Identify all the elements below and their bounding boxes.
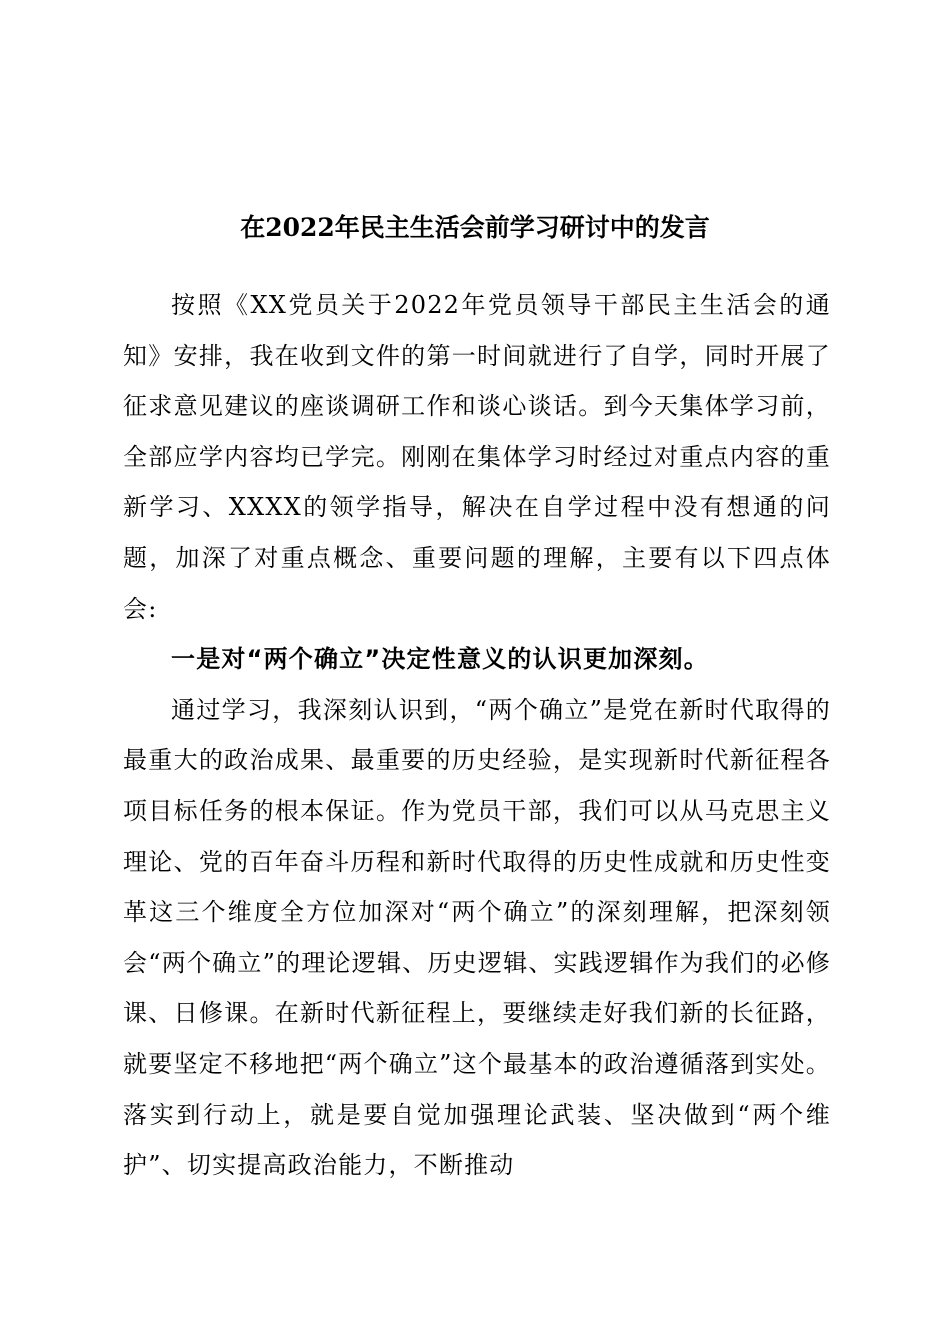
document-body [123,280,831,1191]
section-heading-1: 一是对“两个确立”决定性意义的认识更加深刻。 [171,645,709,674]
paragraph-section-1: 通过学习，我深刻认识到，“两个确立”是党在新时代取得的最重大的政治成果、最重要的历史经验，是实现新时代新征程各项目标任务的根本保证。作为党员干部，我们可以从马克思主义理论、党的百年奋斗历程和新时代取得的历史性成就和历史性变革这三个维度全方位加深对“两个确立”的深刻理解，把深刻领会“两个确立”的理论逻辑、历史逻辑、实践逻辑作为我们的必修课、日修课。在新时代新征程上，要继续走好我们新的长征路，就要坚定不移地把“两个确立”这个最基本的政治遵循落到实处。落实到行动上，就是要自觉加强理论武装、坚决做到“两个维护”、切实提高政治能力，不断推动 [123,695,831,1180]
paragraph-intro: 按照《XX党员关于2022年党员领导干部民主生活会的通知》安排，我在收到文件的第一时间就进行了自学，同时开展了征求意见建议的座谈调研工作和谈心谈话。到今天集体学习前，全部应学内容均已学完。刚刚在集体学习时经过对重点内容的重新学习、XXXX的领学指导，解决在自学过程中没有想通的问题，加深了对重点概念、重要问题的理解，主要有以下四点体会: [123,291,831,623]
document-title: 在2022年民主生活会前学习研讨中的发言 [240,213,710,242]
